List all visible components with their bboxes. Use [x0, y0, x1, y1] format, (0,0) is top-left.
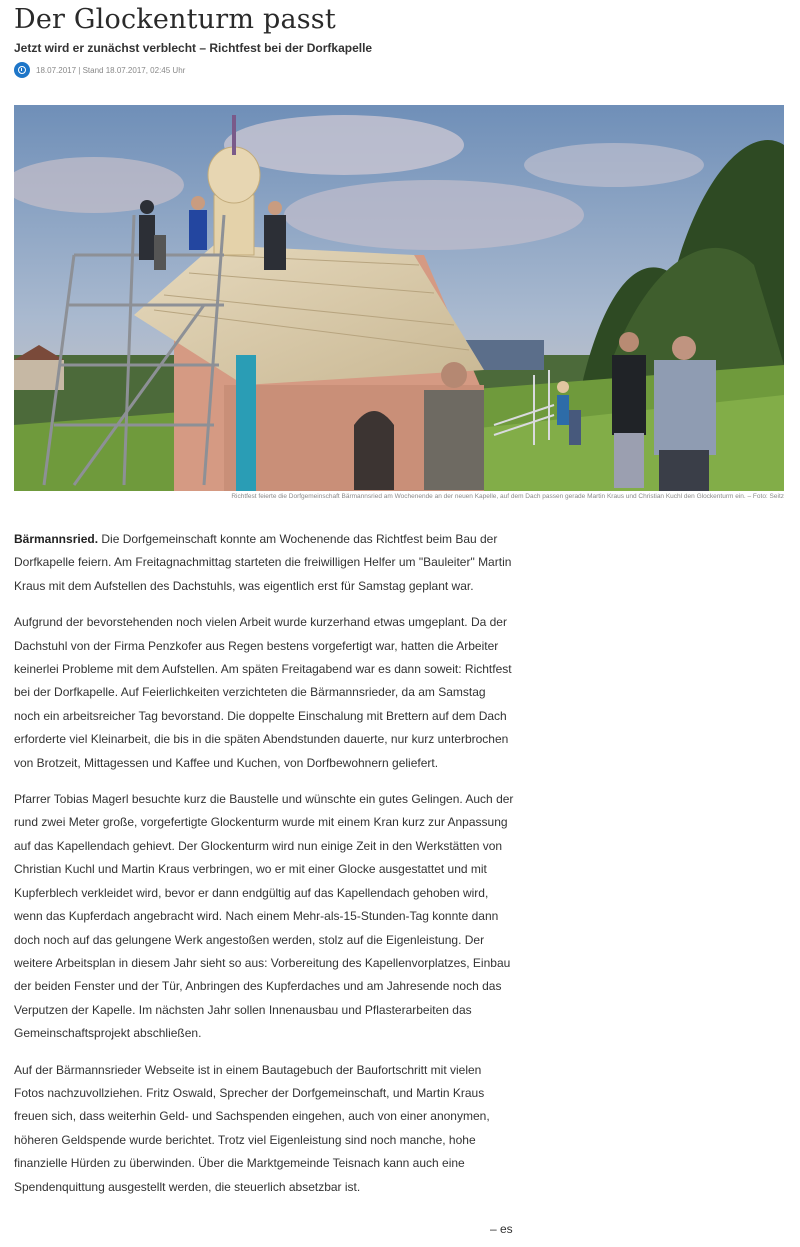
body-paragraph-2: Pfarrer Tobias Magerl besuchte kurz die Baustelle und wünschte ein gutes Gelingen. Auch der rund zwei Meter große, vorgefertigte Glockenturm wurde mit einem Kran kurz zur Anpassung auf das Kapellendach gehievt. Der Glockenturm wird nun einige Zeit in den Werkstätten von Christian Kuchl und Martin Kraus verbringen, wo er mit einer Glocke ausgestattet und mit Kupferblech verkleidet wird, bevor er dann endgültig auf das Kapellendach gehoben wird, wenn das Kupferdach angebracht wird. Nach einem Mehr-als-15-Stunden-Tag konnte dann doch noch auf das gelungene Werk angestoßen werden, stolz auf die Eigenleistung. Der weitere Arbeitsplan in diesem Jahr sieht so aus: Vorbereitung des Kapellenvorplatzes, Einbau der beiden Fenster und der Tür, Anbringen des Kupferdaches und am Jahresende noch das Verputzen der Kapelle. Im nächsten Jahr sollen Innenausbau und Pflasterarbeiten das Gemeinschaftsprojekt abschließen.	[14, 792, 514, 1041]
article-body	[14, 528, 514, 1212]
article-subtitle: Jetzt wird er zunächst verblecht – Richtfest bei der Dorfkapelle	[14, 41, 373, 55]
lead-text: Die Dorfgemeinschaft konnte am Wochenende das Richtfest beim Bau der Dorfkapelle feiern. Am Freitagnachmittag starteten die freiwilligen Helfer um "Bauleiter" Martin Kraus mit dem Aufstellen des Dachstuhls, was eigentlich erst für Samstag geplant war.	[14, 532, 512, 593]
clock-icon	[14, 62, 30, 78]
publish-date: 18.07.2017 | Stand 18.07.2017, 02:45 Uhr	[36, 65, 186, 75]
article-title: Der Glockenturm passt	[14, 4, 336, 35]
article-meta	[14, 62, 185, 78]
dateline: Bärmannsried.	[14, 532, 99, 546]
article-photo[interactable]	[14, 105, 784, 491]
author-initials: – es	[490, 1222, 513, 1236]
lead-paragraph	[14, 528, 514, 598]
body-paragraph-3: Auf der Bärmannsrieder Webseite ist in einem Bautagebuch der Baufortschritt mit vielen Fotos nachzuvollziehen. Fritz Oswald, Sprecher der Dorfgemeinschaft, und Martin Kraus freuen sich, dass weiterhin Geld- und Sachspenden eingehen, auch von einer anonymen, höheren Geldspende wurde berichtet. Trotz viel Eigenleistung sind noch manche, hohe finanzielle Hürden zu überwinden. Über die Marktgemeinde Teisnach kann auch eine Spendenquittung ausgestellt werden, die steuerlich absetzbar ist.	[14, 1062, 490, 1194]
photo-caption: Richtfest feierte die Dorfgemeinschaft Bärmannsried am Wochenende an der neuen Kapelle, auf dem Dach passen gerade Martin Kraus und Christian Kuchl den Glockenturm ein. – Foto: Seitz	[231, 493, 784, 500]
body-paragraph-1: Aufgrund der bevorstehenden noch vielen Arbeit wurde kurzerhand etwas umgeplant. Da der Dachstuhl von der Firma Penzkofer aus Regen bestens vorgefertigt war, hatten die Arbeiter keinerlei Probleme mit dem Aufstellen. Am späten Freitagabend war es dann soweit: Richtfest bei der Dorfkapelle. Auf Feierlichkeiten verzichteten die Bärmannsrieder, da am Samstag noch ein arbeitsreicher Tag bevorstand. Die doppelte Einschalung mit Brettern auf dem Dach erforderte viel Kleinarbeit, die bis in die späten Abendstunden dauerte, nur kurz unterbrochen von Brotzeit, Mittagessen und Kaffee und Kuchen, von Dorfbewohnern geliefert.	[14, 615, 512, 770]
